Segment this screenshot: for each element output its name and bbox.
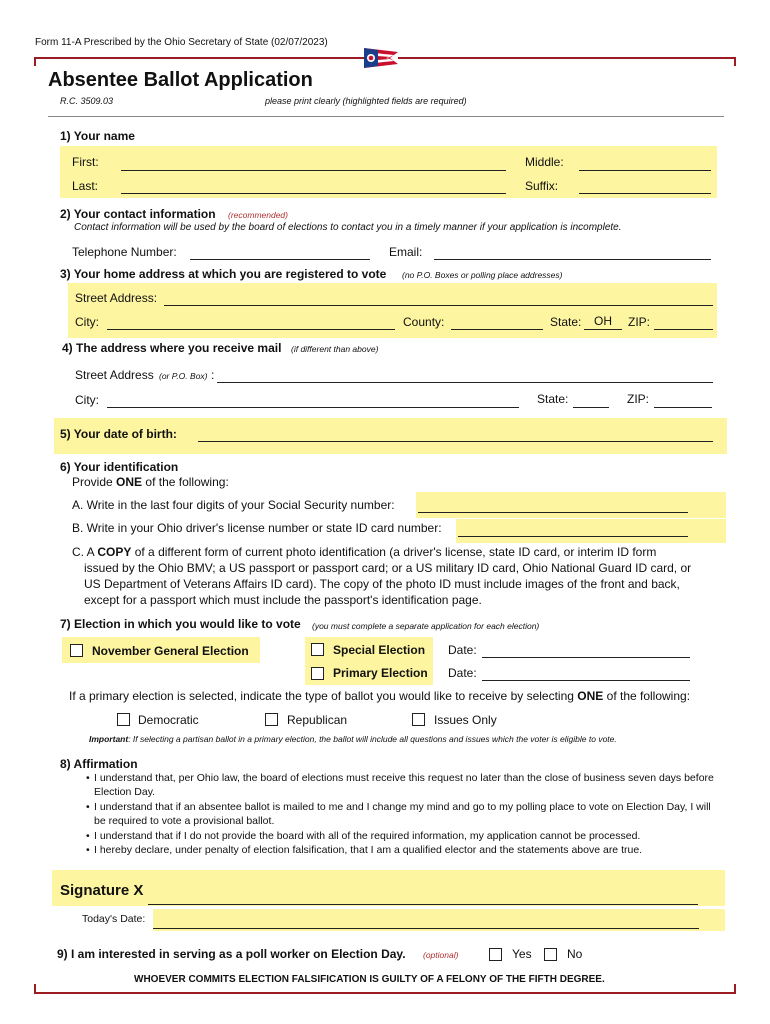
primary-election-checkbox[interactable] bbox=[311, 667, 324, 680]
form-note: Form 11-A Prescribed by the Ohio Secretary of State (02/07/2023) bbox=[35, 37, 328, 48]
phone-field[interactable] bbox=[190, 259, 370, 260]
primary-question: If a primary election is selected, indicate the type of ballot you would like to receive by selecting bbox=[69, 689, 574, 703]
street-label: Street Address: bbox=[75, 291, 158, 305]
mail-zip-label: ZIP: bbox=[627, 392, 650, 406]
mail-zip-field[interactable] bbox=[654, 407, 712, 408]
mail-state-field[interactable] bbox=[573, 407, 609, 408]
section4-heading: 4) The address where you receive mail bbox=[62, 341, 282, 355]
section5-heading: 5) Your date of birth: bbox=[60, 427, 177, 441]
section7-heading: 7) Election in which you would like to vote bbox=[60, 617, 301, 631]
general-election-checkbox[interactable] bbox=[70, 644, 83, 657]
license-field[interactable] bbox=[458, 536, 688, 537]
section8-heading: 8) Affirmation bbox=[60, 757, 138, 771]
felony-warning: WHOEVER COMMITS ELECTION FALSIFICATION IS GUILTY OF A FELONY OF THE FIFTH DEGREE. bbox=[134, 974, 605, 985]
poll-worker-no-checkbox[interactable] bbox=[544, 948, 557, 961]
home-state-field[interactable] bbox=[584, 329, 622, 330]
email-label: Email: bbox=[389, 245, 423, 259]
city-label: City: bbox=[75, 315, 99, 329]
mail-street-label: Street Address bbox=[75, 368, 154, 382]
provide-text: Provide bbox=[72, 475, 113, 489]
section3-note: (no P.O. Boxes or polling place addresses) bbox=[402, 270, 563, 280]
section6-heading: 6) Your identification bbox=[60, 460, 179, 474]
mail-city-field[interactable] bbox=[107, 407, 519, 408]
section1-heading: 1) Your name bbox=[60, 129, 135, 143]
primary-date-label: Date: bbox=[448, 666, 477, 680]
signature-highlight bbox=[52, 870, 725, 906]
affirmation-bullet: • I hereby declare, under penalty of election falsification, that I am a qualified elector and the statements above are true. bbox=[86, 844, 643, 856]
optional-tag: (optional) bbox=[423, 950, 459, 960]
todays-date-field[interactable] bbox=[153, 928, 699, 929]
signature-field[interactable] bbox=[148, 904, 698, 905]
special-date-field[interactable] bbox=[482, 657, 690, 658]
poll-worker-yes-label: Yes bbox=[512, 947, 532, 961]
top-rule-right bbox=[398, 57, 736, 59]
header-divider bbox=[48, 116, 724, 117]
top-rule-left bbox=[34, 57, 364, 59]
mail-city-label: City: bbox=[75, 393, 99, 407]
first-label: First: bbox=[72, 155, 99, 169]
mail-state-label: State: bbox=[537, 392, 569, 406]
home-street-field[interactable] bbox=[164, 305, 713, 306]
ssn-field[interactable] bbox=[418, 512, 688, 513]
email-field[interactable] bbox=[434, 259, 711, 260]
po-box-note: (or P.O. Box) bbox=[159, 371, 208, 381]
section2-heading: 2) Your contact information bbox=[60, 207, 216, 221]
dob-field[interactable] bbox=[198, 441, 713, 442]
home-zip-field[interactable] bbox=[654, 329, 713, 330]
mail-street-colon: : bbox=[211, 368, 215, 382]
corner-tl bbox=[34, 57, 36, 66]
option-c-line4: except for a passport which must include the passport's identification page. bbox=[84, 593, 482, 607]
mail-street-field[interactable] bbox=[217, 382, 713, 383]
ssn-highlight bbox=[416, 492, 726, 518]
special-date-label: Date: bbox=[448, 643, 477, 657]
section9-heading: 9) I am interested in serving as a poll worker on Election Day. bbox=[57, 947, 406, 961]
special-election-label: Special Election bbox=[333, 643, 426, 657]
state-label: State: bbox=[550, 315, 582, 329]
suffix-label: Suffix: bbox=[525, 179, 559, 193]
option-c-text: of a different form of current photo identification (a driver's license, state ID card, or interim ID form bbox=[134, 545, 657, 559]
signature-label: Signature X bbox=[60, 882, 144, 899]
county-field[interactable] bbox=[451, 329, 543, 330]
general-election-label: November General Election bbox=[92, 644, 249, 658]
zip-label: ZIP: bbox=[628, 315, 651, 329]
affirmation-bullet: • I understand that, per Ohio law, the board of elections must receive this request no later than the close of business seven days before Election Day. bbox=[86, 772, 714, 798]
bottom-rule bbox=[34, 992, 736, 994]
affirmation-bullet: • I understand that if I do not provide the board with all of the required information, my application cannot be processed. bbox=[86, 830, 641, 842]
state-value: OH bbox=[594, 314, 612, 328]
poll-worker-yes-checkbox[interactable] bbox=[489, 948, 502, 961]
phone-label: Telephone Number: bbox=[72, 245, 177, 259]
primary-question-end: of the following: bbox=[606, 689, 691, 703]
republican-checkbox[interactable] bbox=[265, 713, 278, 726]
issues-only-label: Issues Only bbox=[434, 713, 497, 727]
republican-label: Republican bbox=[287, 713, 348, 727]
primary-question-one: ONE bbox=[577, 689, 604, 703]
option-c-line3: US Department of Veterans Affairs ID card). The copy of the photo ID must include images of the front and back, bbox=[84, 577, 680, 591]
corner-bl bbox=[34, 984, 36, 994]
issues-only-checkbox[interactable] bbox=[412, 713, 425, 726]
democratic-label: Democratic bbox=[138, 713, 199, 727]
middle-name-field[interactable] bbox=[579, 170, 711, 171]
print-instruction: please print clearly (highlighted fields are required) bbox=[265, 96, 467, 106]
special-election-checkbox[interactable] bbox=[311, 643, 324, 656]
last-name-field[interactable] bbox=[121, 193, 506, 194]
county-label: County: bbox=[403, 315, 445, 329]
suffix-field[interactable] bbox=[579, 193, 711, 194]
rc-citation: R.C. 3509.03 bbox=[60, 96, 114, 106]
primary-election-label: Primary Election bbox=[333, 666, 428, 680]
section4-note: (if different than above) bbox=[291, 344, 379, 354]
option-b-text: B. Write in your Ohio driver's license number or state ID card number: bbox=[72, 521, 442, 535]
provide-one: ONE bbox=[116, 475, 143, 489]
page-title: Absentee Ballot Application bbox=[48, 69, 313, 91]
option-a-text: A. Write in the last four digits of your Social Security number: bbox=[72, 498, 395, 512]
contact-note: Contact information will be used by the board of elections to contact you in a timely manner if your application is incomplete. bbox=[74, 222, 622, 233]
corner-br bbox=[734, 984, 736, 994]
affirmation-bullet: • I understand that if an absentee ballot is mailed to me and I change my mind and go to my polling place to vote on Election Day, I will be required to vote a provisional ballot. bbox=[86, 801, 711, 827]
middle-label: Middle: bbox=[525, 155, 564, 169]
provide-text-end: of the following: bbox=[145, 475, 229, 489]
important-label: Important bbox=[89, 734, 129, 744]
recommended-tag: (recommended) bbox=[228, 210, 288, 220]
option-c-copy: COPY bbox=[97, 545, 132, 559]
last-label: Last: bbox=[72, 179, 99, 193]
ohio-flag-icon bbox=[364, 48, 398, 68]
todays-date-label: Today's Date: bbox=[82, 913, 146, 925]
poll-worker-no-label: No bbox=[567, 947, 583, 961]
section3-heading: 3) Your home address at which you are registered to vote bbox=[60, 267, 387, 281]
first-name-field[interactable] bbox=[121, 170, 506, 171]
option-c-prefix: C. A bbox=[72, 545, 95, 559]
name-highlight bbox=[60, 146, 717, 198]
important-text: : If selecting a partisan ballot in a primary election, the ballot will include all questions and issues which the voter is eligible to vote. bbox=[128, 734, 617, 744]
primary-date-field[interactable] bbox=[482, 680, 690, 681]
democratic-checkbox[interactable] bbox=[117, 713, 130, 726]
section7-note: (you must complete a separate application for each election) bbox=[312, 621, 540, 631]
option-c-line2: issued by the Ohio BMV; a US passport or passport card; or a US military ID card, Ohio National Guard ID card, or bbox=[84, 561, 692, 575]
home-city-field[interactable] bbox=[107, 329, 395, 330]
corner-tr bbox=[734, 57, 736, 66]
license-highlight bbox=[456, 519, 726, 543]
